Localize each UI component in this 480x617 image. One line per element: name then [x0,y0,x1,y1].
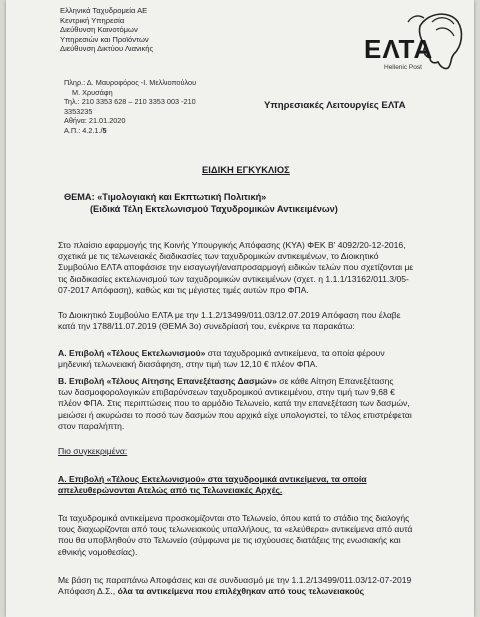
text-line: στον παραλήπτη. [58,420,125,431]
text-line: 07-2017 Απόφαση), καθώς και τις μέγιστες τιμές αυτών προ ΦΠΑ. [58,284,309,295]
text-line: Τα ταχυδρομικά αντικείμενα προσκομίζονται στο Τελωνείο, όπου κατά το στάδιο της διαλογής [58,513,410,523]
text-line: Με βάση τις παραπάνω Αποφάσεις και σε συνδυασμό με την 1.1.2/13499/011.03/12-07-2019 [58,575,412,585]
document-meta [64,78,196,136]
text-line: σχετικά με τις τελωνειακές διαδικασίες των ταχυδρομικών αντικειμένων, το Διοικητικό [58,251,379,262]
section-a-heading [58,474,458,496]
elta-logo [358,8,468,80]
contact-info-2: Μ. Χρυσάφη [72,87,113,97]
item-a-text: στα ταχυδρομικά αντικείμενα, τα οποία φέρουν [205,348,385,358]
org-line: Διεύθυνση Καινοτόμων [60,25,138,35]
contact-info: Πληρ.: Δ. Μαυροφόρος -Ι. Μελλιοπούλου [64,78,197,87]
item-b-heading: Β. Επιβολή «Τέλους Αίτησης Επανεξέτασης Δασμών» [58,376,277,386]
text-line: τους διαχωρίζονται από τους τελωνειακούς υπαλλήλους, τα «ελεύθερα» αντικείμενα από αυτά [58,524,413,535]
sender-organization [60,6,153,54]
org-line: Διεύθυνση Δικτύου Λιανικής [60,44,154,54]
paragraph-basis [58,575,458,597]
protocol-value: 5 [102,125,107,135]
phone-info-2: 3353235 [64,106,93,116]
text-line: Το Διοικητικό Συμβούλιο ΕΛΤΑ με την 1.1.2/13499/011.03/12.07.2019 Απόφαση που έλαβε [58,310,401,320]
logo-wordmark: ΕΛΤΑ [364,34,434,64]
text-line: τις διαδικασίες εκτελωνισμού των ταχυδρομικών αντικειμένων (σχετ. η 1.1.1/13162/011.3/05- [58,273,409,284]
org-line: Ελληνικά Ταχυδρομεία ΑΕ [60,6,148,15]
document-date: Αθήνα: 21.01.2020 [64,116,126,126]
subject-label: ΘΕΜΑ: [64,192,95,202]
item-b [58,376,458,432]
paragraph-intro [58,240,458,296]
text-line: μηδενική τελωνειακή διασάφηση, στην τιμή των 12,10 € πλέον ΦΠΑ. [58,359,318,370]
text-line: εθνικής νομοθεσίας). [58,546,138,557]
text-line: Συμβούλιο ΕΛΤΑ αποφάσισε την εισαγωγή/αναπροσαρμογή ειδικών τελών που σχετίζονται με [58,262,414,273]
document-title: ΕΙΔΙΚΗ ΕΓΚΥΚΛΙΟΣ [202,164,290,175]
paragraph-customs [58,513,458,558]
text-line: των δασμοφορολογικών επιβαρύνσεων ταχυδρομικού αντικειμένου, στην τιμή των 9,68 € [58,387,395,398]
logo-subtitle: Hellenic Post [384,64,422,71]
item-a [58,348,458,370]
text-normal: Απόφαση Δ.Σ., [58,586,118,597]
org-line: Κεντρική Υπηρεσία [60,15,125,25]
text-bold: όλα τα αντικείμενα που επιλέχθηκαν από τους τελωνειακούς [117,586,365,597]
text-line: που θα υποβληθούν στο Τελωνείο (σύμφωνα με τις ισχύουσες διατάξεις της ενωσιακής και [58,535,401,546]
protocol-label: Α.Π.: 4.2.1./ [64,125,103,135]
item-b-text: σε κάθε Αίτηση Επανεξέτασης [276,376,394,386]
subject-line-2: (Ειδικά Τέλη Εκτελωνισμού Ταχυδρομικών Αντικειμένων) [90,204,338,214]
document-page [6,0,474,617]
subject-line-1 [64,191,338,203]
paragraph-board-decision [58,310,458,332]
text-line: πλέον ΦΠΑ. Στις περιπτώσεις που το αρμόδιο Τελωνείο, κατά την επανεξέταση των δασμών, [58,398,410,409]
subject-text: «Τιμολογιακή και Εκπτωτική Πολιτική» [97,192,267,202]
text-line: απελευθερώνονται Ατελώς από τις Τελωνειακές Αρχές. [58,485,283,496]
text-line: Α. Επιβολή «Τέλους Εκτελωνισμού» στα ταχυδρομικά αντικείμενα, τα οποία [58,474,367,484]
recipient: Υπηρεσιακές Λειτουργίες ΕΛΤΑ [264,100,406,111]
text-line: κατά την 1788/11.07.2019 (ΘΕΜΑ 3ο) συνεδρίασή του, ενέκρινε τα παρακάτω: [58,321,355,332]
text-line: μειώσει ή ακυρώσει το ποσό των δασμών που αρχικά είχε υπολογιστεί, το τέλος επιστρέφεται [58,409,412,420]
phone-info: Τηλ.: 210 3353 628 – 210 3353 003 -210 [64,97,196,107]
text-line [58,348,458,359]
subject-block [64,191,338,215]
protocol-number [64,126,196,136]
item-a-heading: Α. Επιβολή «Τέλους Εκτελωνισμού» [58,348,206,358]
specifically-label: Πιο συγκεκριμένα: [58,446,128,456]
org-line: Υπηρεσιών και Προϊόντων [60,34,149,44]
text-line [58,586,458,597]
text-line: Στο πλαίσιο εφαρμογής της Κοινής Υπουργικής Απόφασης (ΚΥΑ) ΦΕΚ Β' 4092/20-12-2016, [58,240,406,250]
text-line [58,376,458,387]
